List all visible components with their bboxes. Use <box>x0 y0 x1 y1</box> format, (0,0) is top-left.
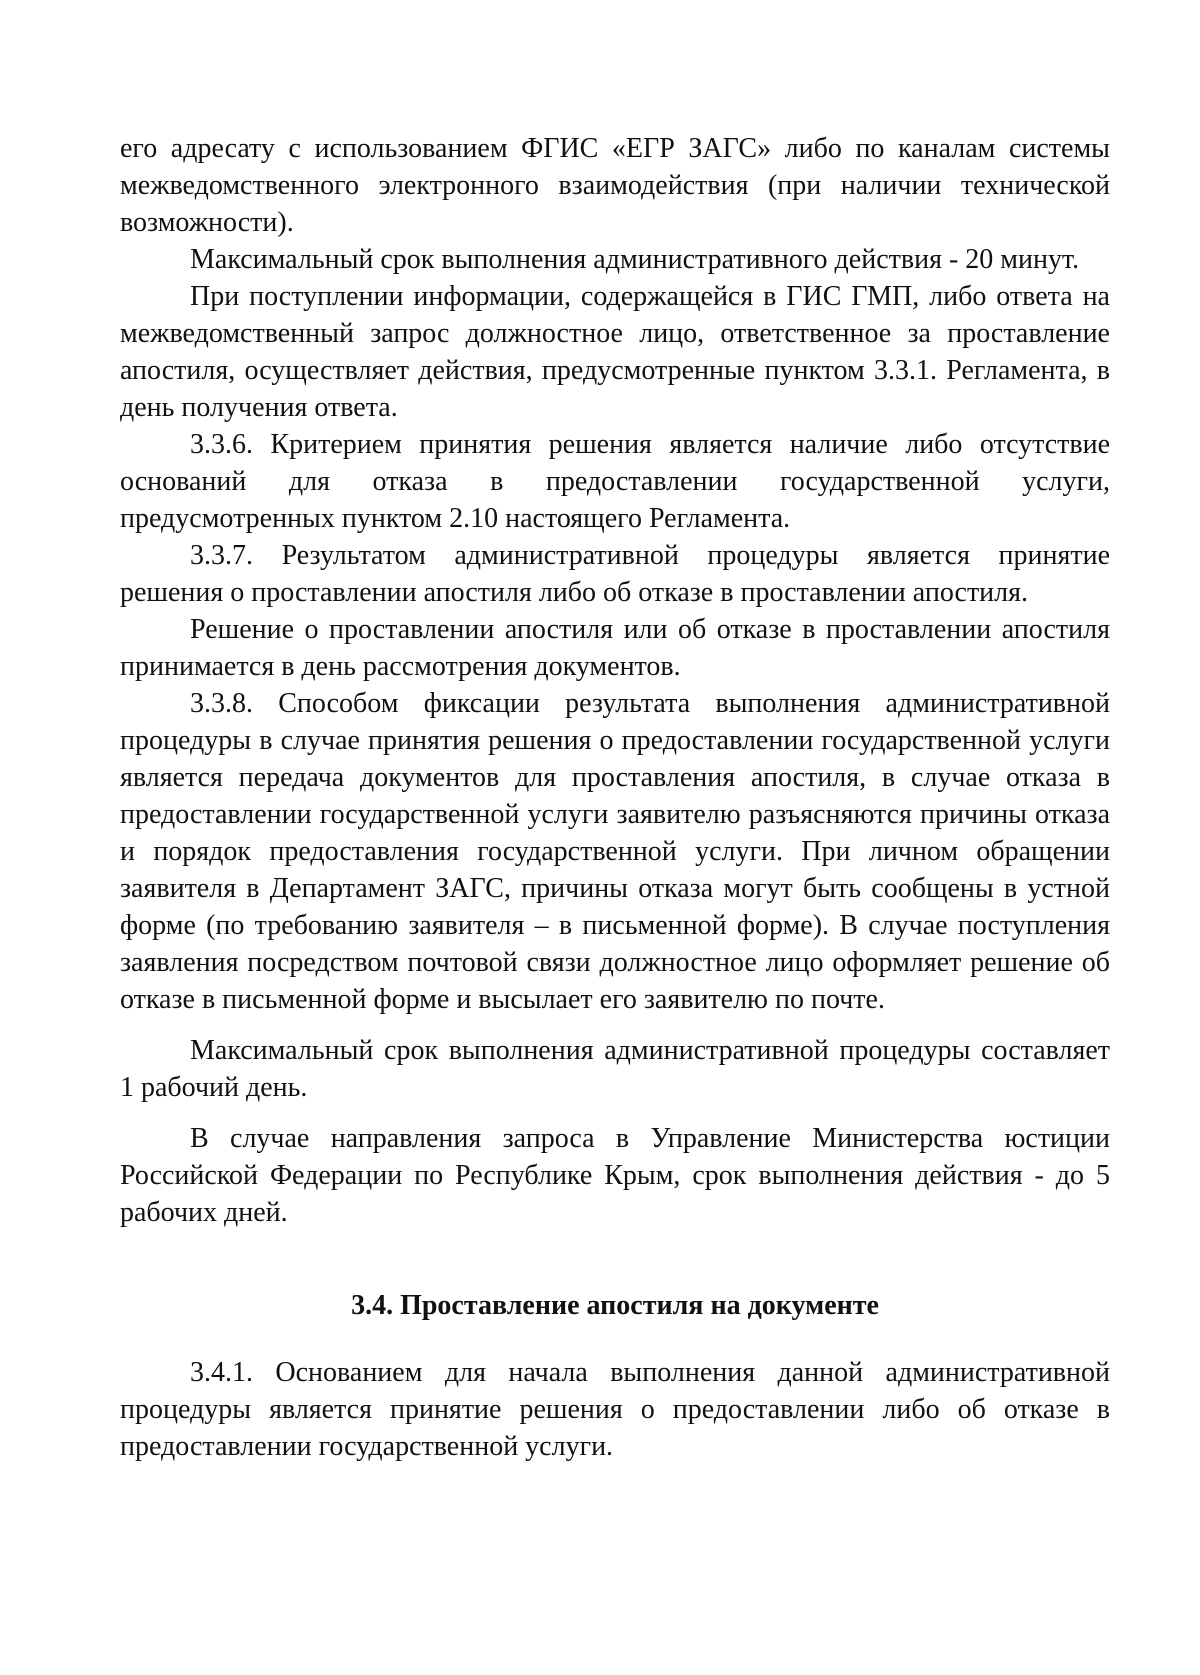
paragraph-max-term-1-day: Максимальный срок выполнения административной процедуры составляет 1 рабочий день. <box>120 1035 1110 1103</box>
paragraph-continuation: его адресату с использованием ФГИС «ЕГР ЗАГС» либо по каналам системы межведомственного электронного взаимодействия (при наличии технической возможности). <box>120 133 1110 238</box>
paragraph-3-3-7: 3.3.7. Результатом административной процедуры является принятие решения о проставлении апостиля либо об отказе в проставлении апостиля. <box>120 540 1110 608</box>
paragraph-gis-gmp: При поступлении информации, содержащейся в ГИС ГМП, либо ответа на межведомственный запрос должностное лицо, ответственное за проставление апостиля, осуществляет действия, предусмотренные пунктом 3.3.1. Регламента, в день получения ответа. <box>120 281 1110 423</box>
paragraph-3-4-1: 3.4.1. Основанием для начала выполнения данной административной процедуры является принятие решения о предоставлении либо об отказе в предоставлении государственной услуги. <box>120 1357 1110 1462</box>
paragraph-decision: Решение о проставлении апостиля или об отказе в проставлении апостиля принимается в день рассмотрения документов. <box>120 614 1110 682</box>
paragraph-3-3-6: 3.3.6. Критерием принятия решения является наличие либо отсутствие оснований для отказа в предоставлении государственной услуги, предусмотренных пунктом 2.10 настоящего Регламента. <box>120 429 1110 534</box>
section-heading-3-4: 3.4. Проставление апостиля на документе <box>351 1290 879 1321</box>
paragraph-3-3-8: 3.3.8. Способом фиксации результата выполнения административной процедуры в случае принятия решения о предоставлении государственной услуги является передача документов для проставления апостиля, в случае отказа в предоставлении государственной услуги заявителю разъясняются причины отказа и порядок предоставления государственной услуги. При личном обращении заявителя в Департамент ЗАГС, причины отказа могут быть сообщены в устной форме (по требованию заявителя – в письменной форме). В случае поступления заявления посредством почтовой связи должностное лицо оформляет решение об отказе в письменной форме и высылает его заявителю по почте. <box>120 688 1110 1015</box>
paragraph-ministry-request: В случае направления запроса в Управление Министерства юстиции Российской Федерации по Республике Крым, срок выполнения действия - до 5 рабочих дней. <box>120 1123 1110 1228</box>
paragraph-max-term-20-minutes: Максимальный срок выполнения административного действия - 20 минут. <box>190 244 1080 275</box>
